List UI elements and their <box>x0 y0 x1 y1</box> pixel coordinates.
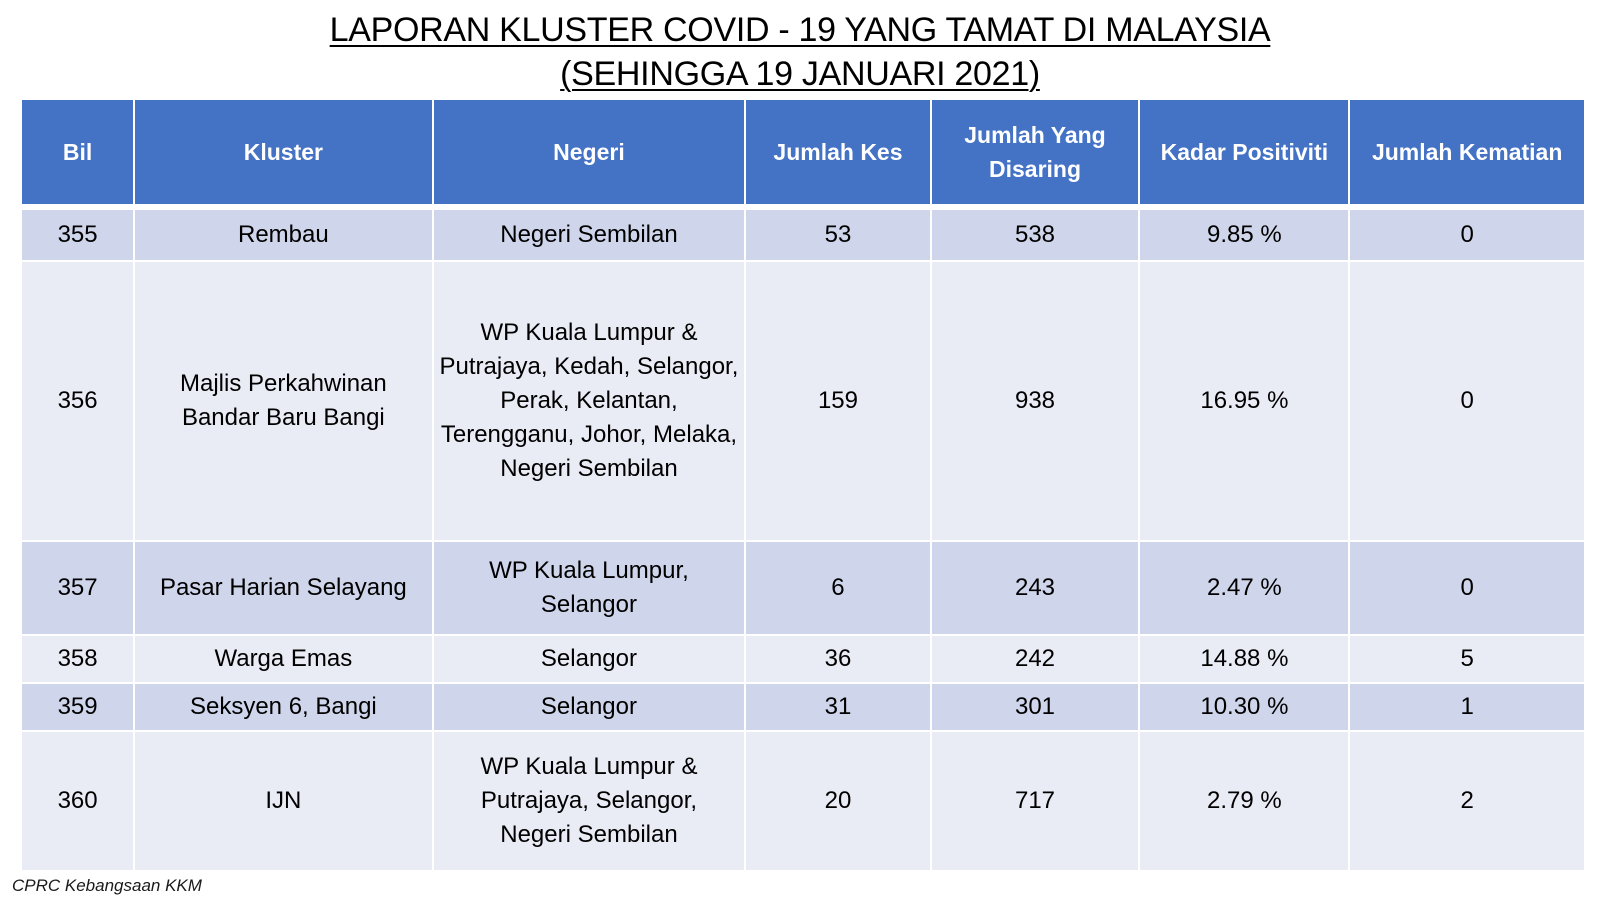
header-bil: Bil <box>21 99 134 207</box>
table-header-row <box>21 99 1585 207</box>
cell-jumlah-disaring: 243 <box>931 541 1140 635</box>
cell-kadar-positiviti: 2.79 % <box>1139 731 1349 871</box>
page-title <box>0 8 1600 96</box>
cell-jumlah-kes: 20 <box>745 731 930 871</box>
cell-jumlah-kes: 36 <box>745 635 930 683</box>
cell-kluster: IJN <box>134 731 432 871</box>
cell-bil: 358 <box>21 635 134 683</box>
cell-negeri: Selangor <box>433 683 746 731</box>
cell-kadar-positiviti: 10.30 % <box>1139 683 1349 731</box>
source-credit: CPRC Kebangsaan KKM <box>12 876 202 895</box>
cluster-table <box>20 98 1586 872</box>
table-row <box>21 207 1585 261</box>
cell-kluster: Seksyen 6, Bangi <box>134 683 432 731</box>
cell-kadar-positiviti: 14.88 % <box>1139 635 1349 683</box>
cell-jumlah-kematian: 0 <box>1349 541 1585 635</box>
table-row <box>21 541 1585 635</box>
title-line-2: (SEHINGGA 19 JANUARI 2021) <box>560 55 1040 93</box>
table-row <box>21 635 1585 683</box>
cell-jumlah-kematian: 0 <box>1349 261 1585 541</box>
cell-jumlah-disaring: 538 <box>931 207 1140 261</box>
cell-negeri: WP Kuala Lumpur, Selangor <box>433 541 746 635</box>
cell-jumlah-kematian: 5 <box>1349 635 1585 683</box>
cell-kluster: Pasar Harian Selayang <box>134 541 432 635</box>
cell-negeri: WP Kuala Lumpur & Putrajaya, Kedah, Selangor, Perak, Kelantan, Terengganu, Johor, Melaka, Negeri Sembilan <box>433 261 746 541</box>
cell-bil: 357 <box>21 541 134 635</box>
cell-jumlah-kematian: 2 <box>1349 731 1585 871</box>
header-kluster: Kluster <box>134 99 432 207</box>
cell-kluster: Majlis Perkahwinan Bandar Baru Bangi <box>134 261 432 541</box>
cell-kluster: Rembau <box>134 207 432 261</box>
cell-kadar-positiviti: 2.47 % <box>1139 541 1349 635</box>
cell-jumlah-disaring: 242 <box>931 635 1140 683</box>
cell-negeri: Negeri Sembilan <box>433 207 746 261</box>
cell-kadar-positiviti: 16.95 % <box>1139 261 1349 541</box>
cell-bil: 356 <box>21 261 134 541</box>
cell-jumlah-kes: 31 <box>745 683 930 731</box>
header-jumlah-kematian: Jumlah Kematian <box>1349 99 1585 207</box>
cell-jumlah-kes: 159 <box>745 261 930 541</box>
table-row <box>21 731 1585 871</box>
cell-jumlah-kematian: 0 <box>1349 207 1585 261</box>
cell-jumlah-kes: 6 <box>745 541 930 635</box>
cell-kadar-positiviti: 9.85 % <box>1139 207 1349 261</box>
cell-bil: 355 <box>21 207 134 261</box>
header-jumlah-kes: Jumlah Kes <box>745 99 930 207</box>
cell-jumlah-kes: 53 <box>745 207 930 261</box>
cell-negeri: WP Kuala Lumpur & Putrajaya, Selangor, Negeri Sembilan <box>433 731 746 871</box>
title-line-1: LAPORAN KLUSTER COVID - 19 YANG TAMAT DI MALAYSIA <box>329 11 1271 49</box>
header-kadar-positiviti: Kadar Positiviti <box>1139 99 1349 207</box>
table-row <box>21 261 1585 541</box>
cell-jumlah-disaring: 301 <box>931 683 1140 731</box>
cell-kluster: Warga Emas <box>134 635 432 683</box>
table-row <box>21 683 1585 731</box>
cell-bil: 360 <box>21 731 134 871</box>
header-negeri: Negeri <box>433 99 746 207</box>
cell-jumlah-disaring: 938 <box>931 261 1140 541</box>
cell-jumlah-disaring: 717 <box>931 731 1140 871</box>
header-jumlah-disaring: Jumlah Yang Disaring <box>931 99 1140 207</box>
cell-negeri: Selangor <box>433 635 746 683</box>
cell-jumlah-kematian: 1 <box>1349 683 1585 731</box>
cell-bil: 359 <box>21 683 134 731</box>
